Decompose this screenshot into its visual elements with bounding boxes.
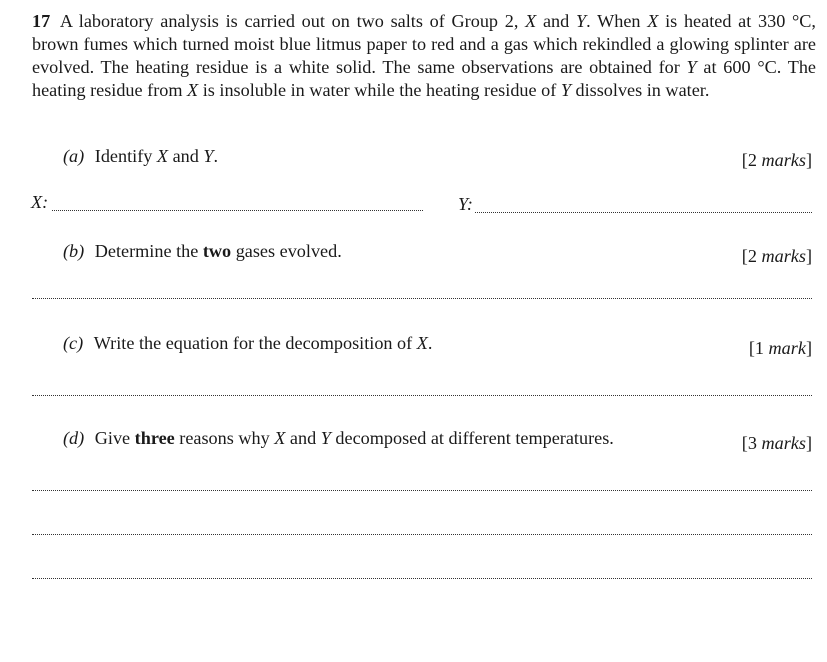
answer-y-line[interactable] <box>475 212 812 213</box>
answer-line-b[interactable] <box>32 298 812 299</box>
question-stem <box>32 10 816 102</box>
stem-variable: X <box>187 80 199 100</box>
stem-text-run: dissolves in water. <box>570 80 710 100</box>
part-a-prompt: (a) Identify X and Y. <box>63 146 219 166</box>
part-b-marks: [2 marks] <box>741 246 812 266</box>
answer-line-d-2[interactable] <box>32 534 812 535</box>
question-number: 17 <box>32 11 51 31</box>
answer-line-d-1[interactable] <box>32 490 812 491</box>
part-a-letter: (a) <box>63 146 85 166</box>
answer-line-c[interactable] <box>32 395 812 396</box>
stem-variable: Y <box>560 80 571 100</box>
part-c-marks: [1 mark] <box>748 338 812 358</box>
part-d-prompt: (d) Give three reasons why X and Y decomposed at different temperatures. <box>63 428 614 448</box>
part-c-prompt: (c) Write the equation for the decomposition of X. <box>63 333 433 353</box>
part-b-letter: (b) <box>63 241 85 261</box>
part-b-prompt: (b) Determine the two gases evolved. <box>63 241 342 261</box>
stem-text-run: at 600 °C. The heating residue from <box>32 57 816 100</box>
stem-text-run: is heated at 330 °C, brown fumes which turned moist blue litmus paper to red and a gas which rekindled a glowing splinter are evolved. The heating residue is a white solid. The same observations are obtained for <box>32 11 816 77</box>
part-d-marks: [3 marks] <box>741 433 812 453</box>
stem-text-run: is insoluble in water while the heating residue of <box>198 80 561 100</box>
stem-variable: Y <box>686 57 697 77</box>
answer-line-d-3[interactable] <box>32 578 812 579</box>
stem-variable: Y <box>575 11 587 31</box>
stem-text-run: and <box>536 11 576 31</box>
stem-text-run: A laboratory analysis is carried out on two salts of Group 2, <box>59 11 526 31</box>
answer-x-label: X: <box>31 192 49 212</box>
stem-variable: X <box>647 11 659 31</box>
part-c-letter: (c) <box>63 333 84 353</box>
stem-variable: X <box>525 11 537 31</box>
question-stem-text <box>32 11 816 100</box>
answer-x-line[interactable] <box>52 210 423 211</box>
answer-y-label: Y: <box>458 194 473 214</box>
part-d-letter: (d) <box>63 428 85 448</box>
stem-text-run: . When <box>586 11 648 31</box>
part-a-marks: [2 marks] <box>741 150 812 170</box>
